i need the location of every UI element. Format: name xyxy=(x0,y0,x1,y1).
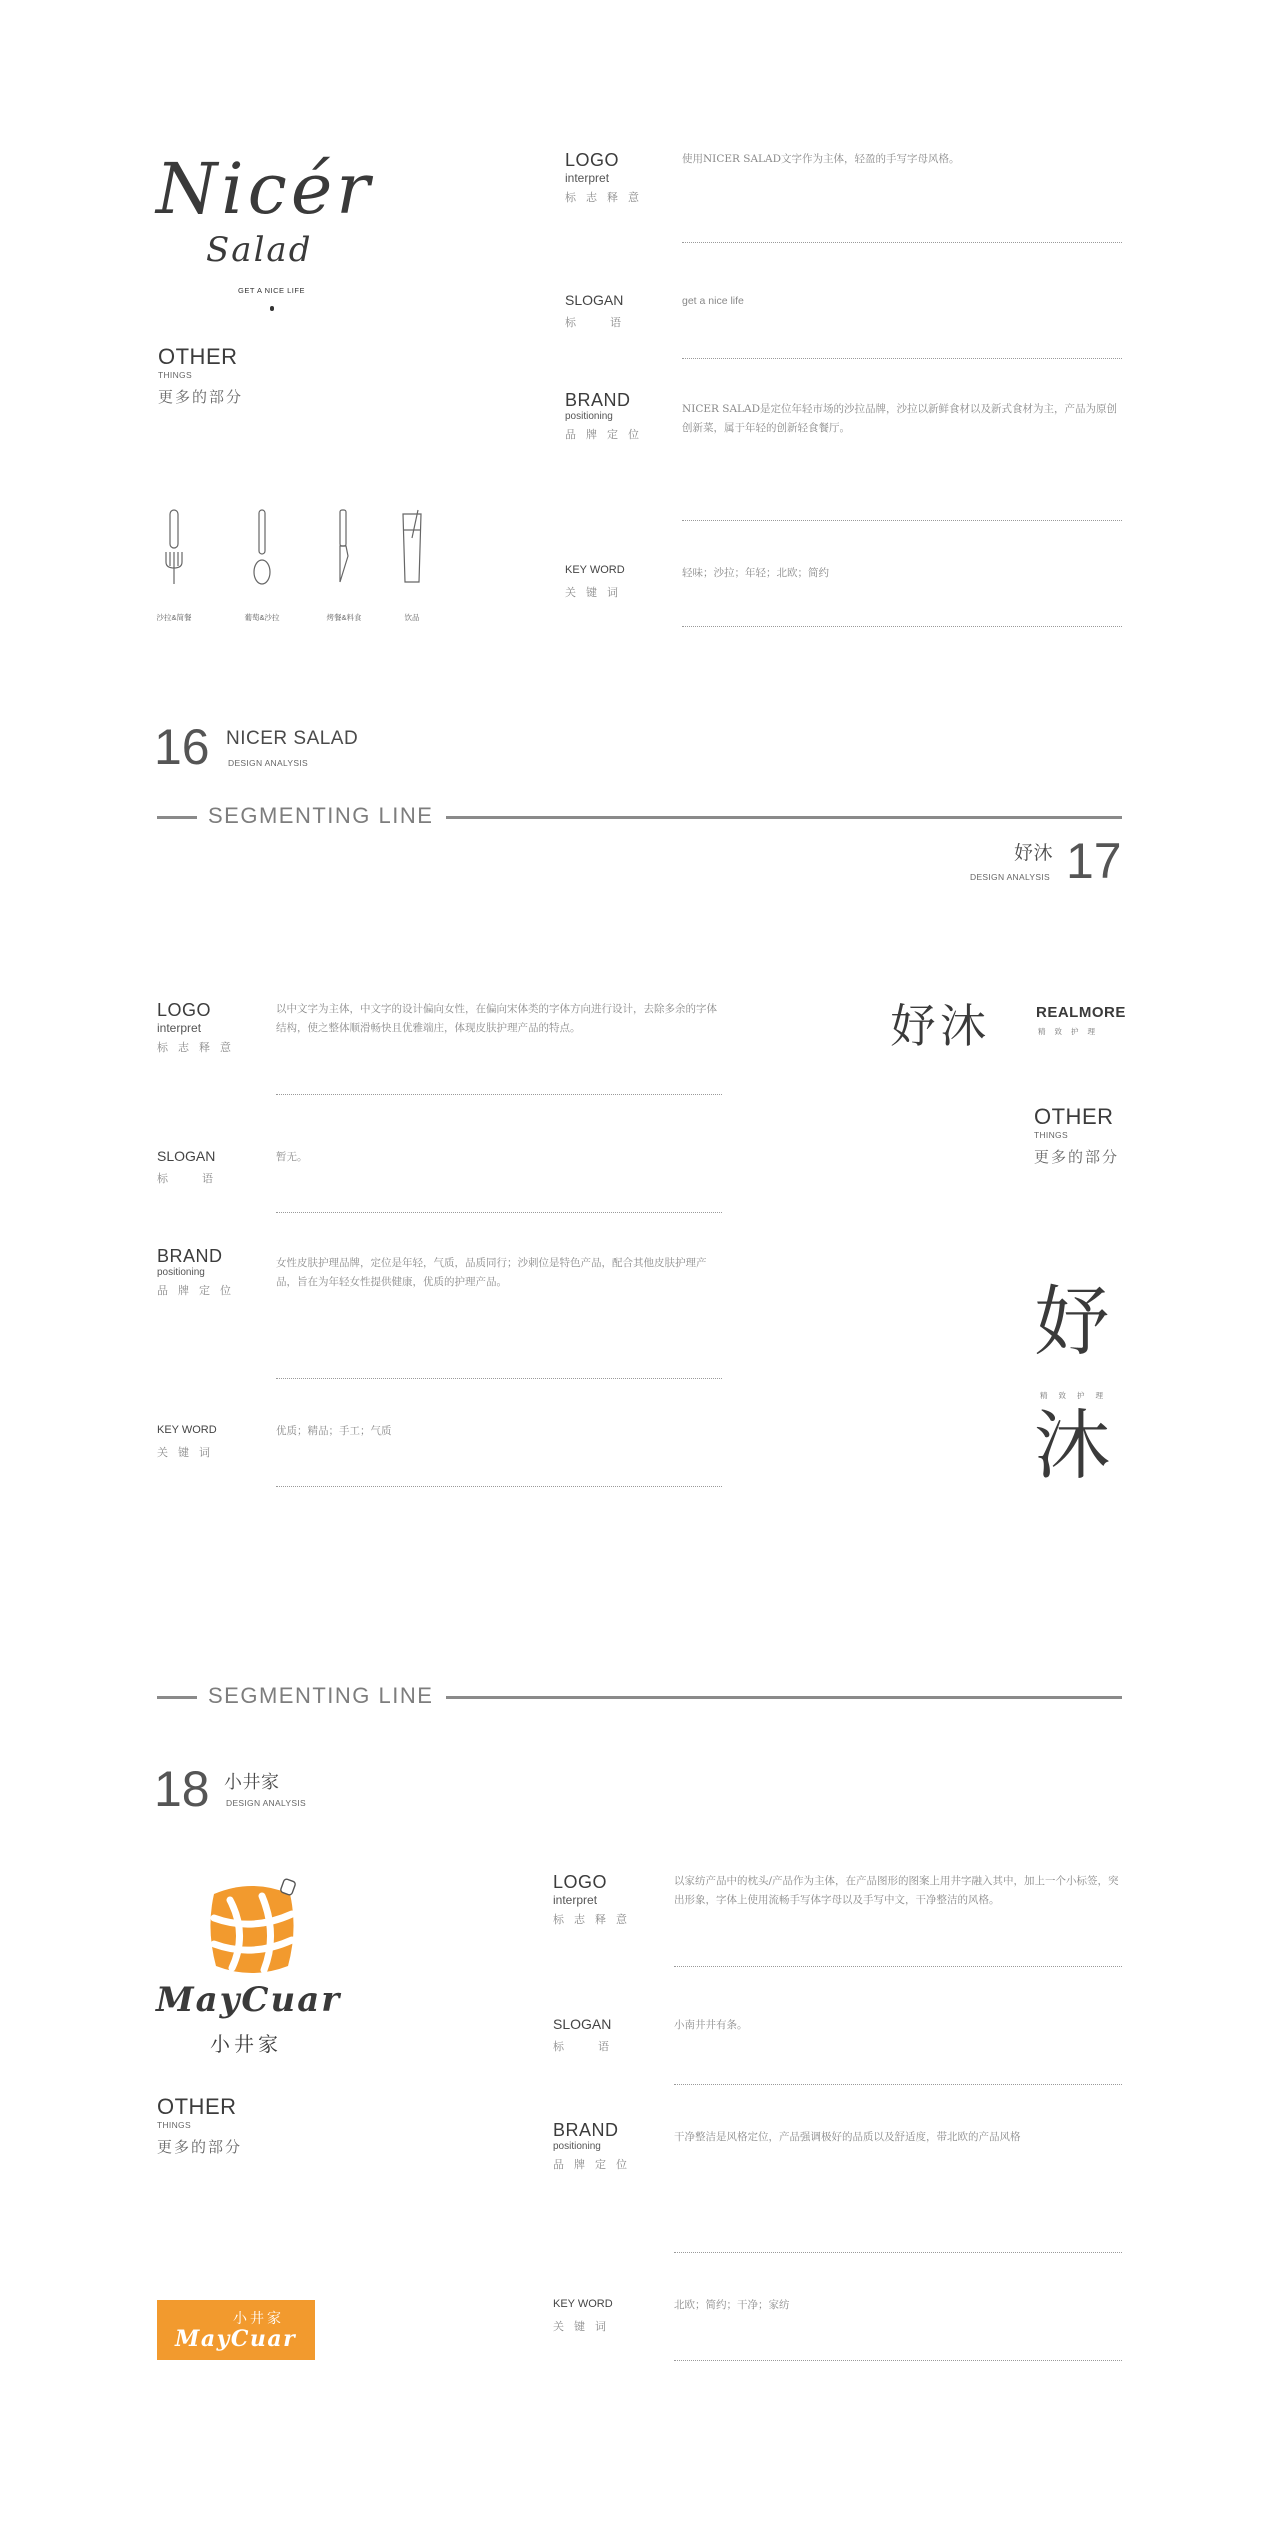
fork-icon xyxy=(160,508,188,586)
section-da-16: DESIGN ANALYSIS xyxy=(228,758,308,768)
nicer-logo-word: Nicér xyxy=(156,148,374,230)
haomu-logo-label xyxy=(157,1000,241,1055)
divider xyxy=(674,1966,1122,1967)
segmenting-line-right xyxy=(446,816,1122,819)
haomu-other-title: OTHER xyxy=(1034,1104,1114,1129)
segmenting-line-label: SEGMENTING LINE xyxy=(208,803,434,828)
haomu-other-block xyxy=(1034,1104,1119,1167)
haomu-brand-label xyxy=(157,1246,241,1298)
nicer-logo-label xyxy=(565,150,649,205)
nicer-logo-tag: GET A NICE LIFE xyxy=(238,286,305,295)
divider xyxy=(674,2252,1122,2253)
label-logo-sub: interpret xyxy=(565,171,610,185)
label-logo-cn: 标志释意 xyxy=(157,1041,241,1054)
section-da-17: DESIGN ANALYSIS xyxy=(970,872,1050,882)
pillow-icon xyxy=(202,1874,302,1984)
haomu-logo-desc: 以中文字为主体，中文字的设计偏向女性，在偏向宋体类的字体方向进行设计，去除多余的字体结构，使之整体顺滑畅快且优雅端庄，体现皮肤护理产品的特点。 xyxy=(276,1003,717,1034)
maycuar-logo-desc: 以家纺产品中的枕头/产品作为主体，在产品图形的图案上用井字融入其中，加上一个小标签，突出形象，字体上使用流畅手写体字母以及手写中文，干净整洁的风格。 xyxy=(674,1875,1119,1906)
divider xyxy=(682,520,1122,521)
haomu-keyword: 优质；精品；手工；气质 xyxy=(276,1425,392,1437)
haomu-slogan-label xyxy=(157,1148,247,1186)
section-number-16: 16 xyxy=(154,719,210,775)
haomu-other-sub: THINGS xyxy=(1034,1130,1068,1140)
divider xyxy=(276,1378,722,1379)
nicer-logo-sub: Salad xyxy=(206,230,313,270)
segmenting-line-label: SEGMENTING LINE xyxy=(208,1683,434,1708)
maycuar-logo xyxy=(156,1874,356,2064)
icon-label-spoon: 葡萄&沙拉 xyxy=(244,613,280,622)
maycuar-brand: 干净整洁是风格定位，产品强调极好的品质以及舒适度，带北欧的产品风格 xyxy=(674,2131,1021,2143)
knife-icon xyxy=(330,508,358,586)
maycuar-other-cn: 更多的部分 xyxy=(157,2138,243,2156)
nicer-brand: NICER SALAD是定位年轻市场的沙拉品牌，沙拉以新鲜食材以及新式食材为主，产品为原创创新菜，属于年轻的创新轻食餐厅。 xyxy=(682,403,1118,434)
label-logo-cn: 标志释意 xyxy=(553,1913,637,1926)
label-logo-sub: interpret xyxy=(157,1021,202,1035)
label-keyword: KEY WORD xyxy=(157,1424,217,1436)
haomu-other-cn: 更多的部分 xyxy=(1034,1148,1120,1166)
label-brand-sub: positioning xyxy=(565,411,613,422)
section-number-17: 17 xyxy=(1066,833,1122,889)
label-brand-cn: 品牌定位 xyxy=(565,428,649,441)
maycuar-other-title: OTHER xyxy=(157,2094,237,2119)
label-logo-cn: 标志释意 xyxy=(565,191,649,204)
nicer-other-block xyxy=(158,344,243,407)
maycuar-logo-cn: 小井家 xyxy=(210,2032,282,2056)
label-brand-sub: positioning xyxy=(157,1267,205,1278)
label-logo: LOGO xyxy=(565,150,620,170)
haomu-logo-word: 妤沐 xyxy=(890,999,990,1053)
label-keyword-cn: 关键词 xyxy=(553,2320,616,2333)
section-name-16: NICER SALAD xyxy=(226,728,359,749)
icon-label-cup: 饮品 xyxy=(404,613,420,622)
label-brand: BRAND xyxy=(157,1246,223,1266)
label-brand: BRAND xyxy=(553,2120,619,2140)
maycuar-other-sub: THINGS xyxy=(157,2120,191,2130)
cup-icon xyxy=(398,508,426,586)
maycuar-slogan-label xyxy=(553,2016,643,2054)
section-number-18: 18 xyxy=(154,1761,210,1817)
haomu-vertical-top: 妤 xyxy=(1034,1277,1110,1366)
section-name-18: 小井家 xyxy=(224,1772,280,1793)
nicer-logo xyxy=(156,148,406,318)
maycuar-badge-cn: 小井家 xyxy=(233,2311,284,2327)
label-logo-sub: interpret xyxy=(553,1893,598,1907)
divider xyxy=(682,626,1122,627)
segmenting-line-right xyxy=(446,1696,1122,1699)
section-da-18: DESIGN ANALYSIS xyxy=(226,1798,306,1808)
maycuar-badge-en: MayCuar xyxy=(175,2326,297,2352)
nicer-keyword: 轻味；沙拉；年轻；北欧；简约 xyxy=(682,567,829,579)
divider xyxy=(682,358,1122,359)
label-keyword: KEY WORD xyxy=(565,564,625,576)
haomu-brand: 女性皮肤护理品牌，定位是年轻，气质，品质同行；沙刺位是特色产品，配合其他皮肤护理产品，旨在为年轻女性提供健康，优质的护理产品。 xyxy=(276,1257,707,1288)
nicer-brand-label xyxy=(565,390,649,442)
label-slogan: SLOGAN xyxy=(565,292,624,308)
label-slogan: SLOGAN xyxy=(553,2016,612,2032)
label-keyword: KEY WORD xyxy=(553,2298,613,2310)
nicer-slogan: get a nice life xyxy=(682,295,744,307)
maycuar-brand-label xyxy=(553,2120,637,2172)
nicer-slogan-label xyxy=(565,292,655,330)
maycuar-badge xyxy=(157,2300,315,2360)
label-brand-cn: 品牌定位 xyxy=(553,2158,637,2171)
nicer-logo-dot xyxy=(270,306,274,311)
label-slogan-cn: 标语 xyxy=(157,1172,247,1185)
maycuar-keyword: 北欧；简约；干净；家纺 xyxy=(674,2299,790,2311)
label-logo: LOGO xyxy=(157,1000,212,1020)
divider xyxy=(674,2360,1122,2361)
nicer-other-cn: 更多的部分 xyxy=(158,388,244,406)
icon-label-knife: 烤餐&料食 xyxy=(326,613,362,622)
icon-label-fork: 沙拉&简餐 xyxy=(156,613,192,622)
haomu-slogan: 暂无。 xyxy=(276,1151,308,1163)
label-logo: LOGO xyxy=(553,1872,608,1892)
label-slogan-cn: 标语 xyxy=(553,2040,643,2053)
maycuar-logo-word: MayCuar xyxy=(156,1980,342,2020)
label-brand-sub: positioning xyxy=(553,2141,601,2152)
nicer-other-title: OTHER xyxy=(158,344,238,369)
divider xyxy=(276,1486,722,1487)
haomu-vertical-bot: 沐 xyxy=(1034,1401,1110,1490)
maycuar-other-block xyxy=(157,2094,242,2157)
label-brand: BRAND xyxy=(565,390,631,410)
nicer-other-sub: THINGS xyxy=(158,370,192,380)
segmenting-line-left xyxy=(157,816,197,819)
maycuar-logo-label xyxy=(553,1872,637,1927)
haomu-keyword-label xyxy=(157,1424,220,1460)
divider xyxy=(276,1094,722,1095)
divider xyxy=(276,1212,722,1213)
haomu-logo-brand: REALMORE xyxy=(1036,1004,1126,1021)
divider xyxy=(682,242,1122,243)
label-keyword-cn: 关键词 xyxy=(157,1446,220,1459)
segmenting-line-left xyxy=(157,1696,197,1699)
divider xyxy=(674,2084,1122,2085)
haomu-logo-brand-cn: 精致护理 xyxy=(1038,1027,1104,1036)
nicer-logo-desc: 使用NICER SALAD文字作为主体，轻盈的手写字母风格。 xyxy=(682,153,960,165)
haomu-vertical-mid: 精致护理 xyxy=(1040,1391,1114,1400)
haomu-logo xyxy=(890,990,1126,1053)
label-keyword-cn: 关键词 xyxy=(565,586,628,599)
section-name-17: 妤沐 xyxy=(1014,842,1054,864)
label-brand-cn: 品牌定位 xyxy=(157,1284,241,1297)
spoon-icon xyxy=(248,508,276,586)
maycuar-slogan: 小南井井有条。 xyxy=(674,2019,748,2031)
maycuar-keyword-label xyxy=(553,2298,616,2334)
nicer-keyword-label xyxy=(565,564,628,600)
label-slogan-cn: 标语 xyxy=(565,316,655,329)
label-slogan: SLOGAN xyxy=(157,1148,216,1164)
